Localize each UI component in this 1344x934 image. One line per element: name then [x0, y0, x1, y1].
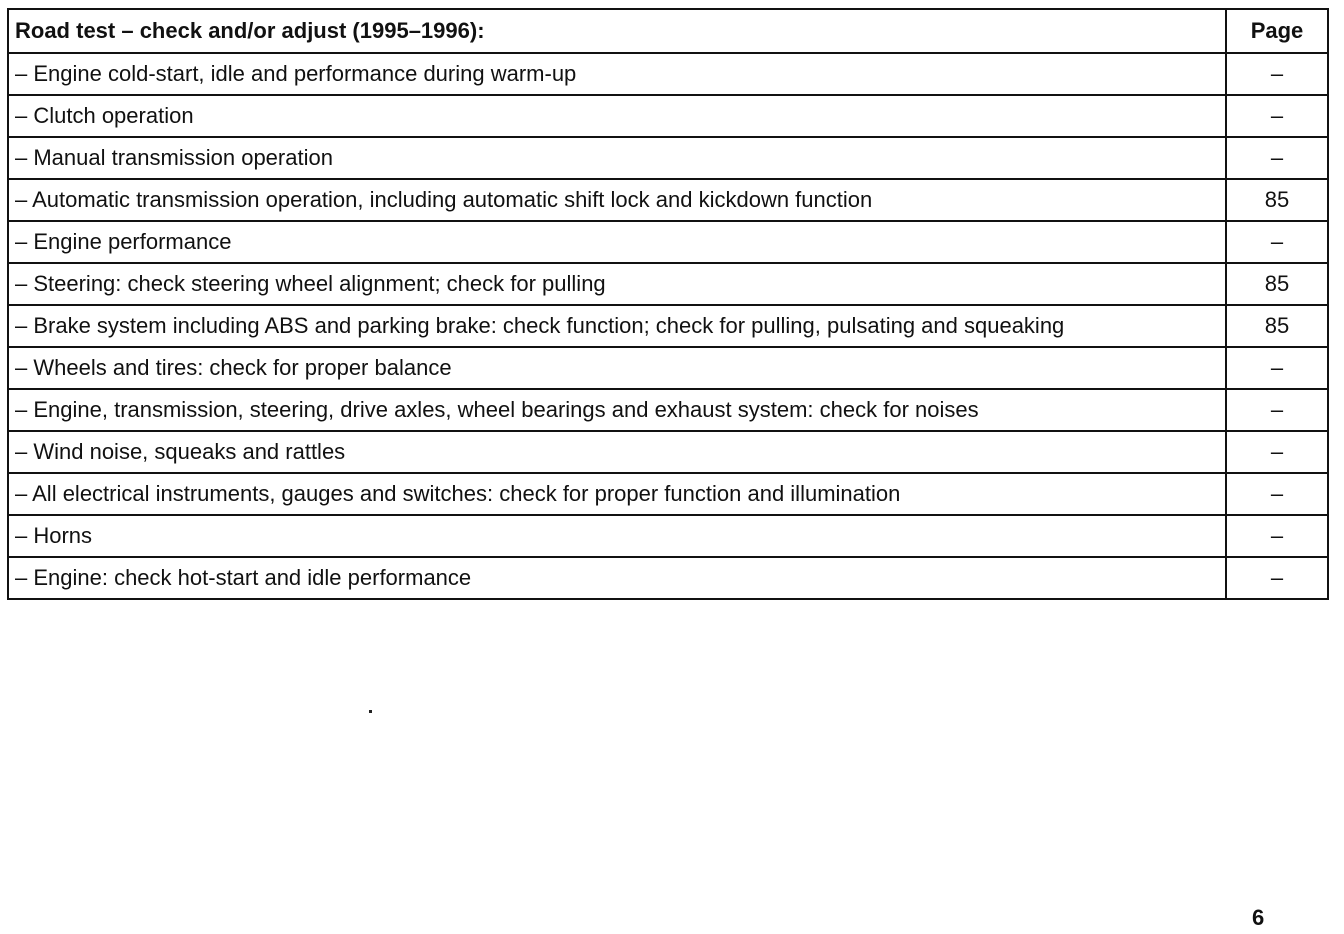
table-row [8, 389, 1328, 431]
row-page-ref: 85 [1226, 263, 1328, 305]
row-page-ref: – [1226, 53, 1328, 95]
row-description: – Engine cold-start, idle and performance during warm-up [8, 53, 1226, 95]
row-description: – All electrical instruments, gauges and switches: check for proper function and illumination [8, 473, 1226, 515]
row-description: – Automatic transmission operation, including automatic shift lock and kickdown function [8, 179, 1226, 221]
row-page-ref: – [1226, 431, 1328, 473]
row-description: – Horns [8, 515, 1226, 557]
row-description: – Engine performance [8, 221, 1226, 263]
table-row [8, 53, 1328, 95]
table-title: Road test – check and/or adjust (1995–1996): [8, 9, 1226, 53]
table-row [8, 263, 1328, 305]
row-description: – Engine: check hot-start and idle performance [8, 557, 1226, 599]
row-description: – Brake system including ABS and parking brake: check function; check for pulling, pulsating and squeaking [8, 305, 1226, 347]
road-test-table [7, 8, 1329, 600]
table-row [8, 305, 1328, 347]
row-description: – Clutch operation [8, 95, 1226, 137]
row-description: – Wheels and tires: check for proper balance [8, 347, 1226, 389]
table-row [8, 557, 1328, 599]
row-description: – Manual transmission operation [8, 137, 1226, 179]
row-page-ref: – [1226, 557, 1328, 599]
table-header-row [8, 9, 1328, 53]
row-page-ref: – [1226, 347, 1328, 389]
row-page-ref: – [1226, 95, 1328, 137]
page-number: 6 [1252, 905, 1265, 930]
row-page-ref: – [1226, 389, 1328, 431]
table-row [8, 95, 1328, 137]
scan-speck [369, 710, 372, 713]
table-row [8, 179, 1328, 221]
table-row [8, 515, 1328, 557]
row-page-ref: – [1226, 473, 1328, 515]
row-page-ref: 85 [1226, 305, 1328, 347]
table-row [8, 347, 1328, 389]
table-row [8, 221, 1328, 263]
table-row [8, 473, 1328, 515]
row-page-ref: 85 [1226, 179, 1328, 221]
row-page-ref: – [1226, 137, 1328, 179]
table-row [8, 431, 1328, 473]
table-row [8, 137, 1328, 179]
row-description: – Wind noise, squeaks and rattles [8, 431, 1226, 473]
row-page-ref: – [1226, 515, 1328, 557]
row-description: – Steering: check steering wheel alignment; check for pulling [8, 263, 1226, 305]
row-description: – Engine, transmission, steering, drive axles, wheel bearings and exhaust system: check for noises [8, 389, 1226, 431]
row-page-ref: – [1226, 221, 1328, 263]
page-column-header: Page [1226, 9, 1328, 53]
